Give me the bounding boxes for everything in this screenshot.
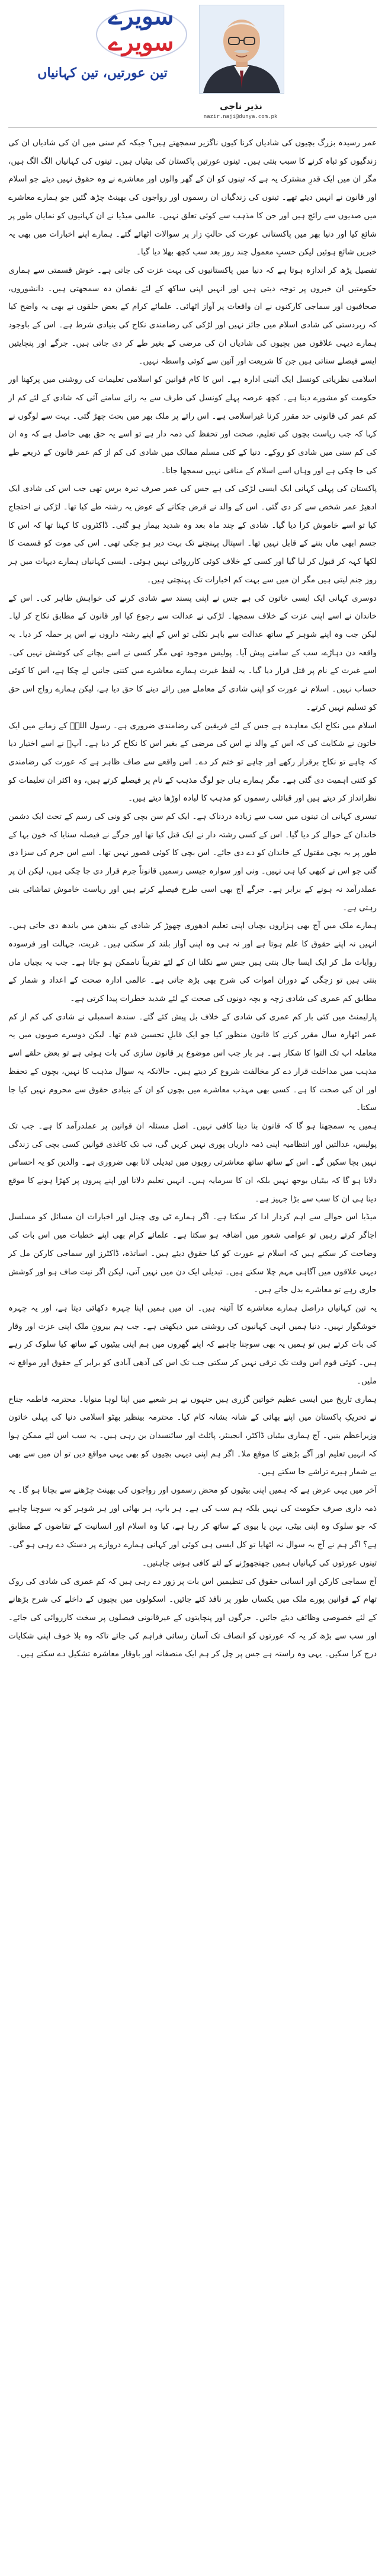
paragraph: تیسری کہانی ان تینوں میں سب سے زیادہ دردناک ہے۔ ایک کم سن بچی کو ونی کی رسم کے تحت ایک دشمن خاندان کے حوالے کر دیا گیا۔ اس کے کسی رشتہ دار نے ایک قتل کیا تھا اور جرگے نے فیصلہ سنایا کہ خون بہا کے طور پر یہ بچی مقتول کے خاندان کو دے دی جائے۔ اس بچی کا کوئی قصور نہیں تھا۔ اسے اس جرم کی سزا دی گئی جو اس نے کبھی کیا ہی نہیں۔ ونی اور سوارہ جیسی رسمیں قانوناً جرم قرار دی جا چکی ہیں، لیکن ان پر عملدرآمد نہ ہونے کے برابر ہے۔ جرگے آج بھی اسی طرح فیصلے کرتے ہیں اور ریاست خاموش تماشائی بنی رہتی ہے۔ [8,812,377,913]
author-name: نذیر ناجی [220,101,262,111]
column-body [8,134,377,2568]
paragraph: یہ تین کہانیاں دراصل ہمارے معاشرے کا آئینہ ہیں۔ ان میں ہمیں اپنا چہرہ دکھائی دیتا ہے، اور یہ چہرہ خوشگوار نہیں۔ دنیا ہمیں انہی کہانیوں کی روشنی میں دیکھتی ہے۔ جب ہم بیرونِ ملک اپنی عزت اور وقار کی بات کرتے ہیں تو ہمیں یہ بھی سوچنا چاہیے کہ اپنے گھروں میں ہم اپنی بیٹیوں کے ساتھ کیا سلوک کر رہے ہیں۔ کوئی قوم اس وقت تک ترقی نہیں کر سکتی جب تک اس کی آدھی آبادی کو برابر کے حقوق اور مواقع نہ ملیں۔ [8,1303,377,1386]
brand-line-top: سویرے [108,2,174,30]
paragraph: تفصیل پڑھ کر اندازہ ہوتا ہے کہ دنیا میں پاکستانیوں کی بہت عزت کی جاتی ہے۔ خوش قسمتی سے ہماری حکومتیں ان خبروں پر توجہ دیتی ہیں اور انہیں اپنی ساکھ کے لئے نقصان دہ سمجھتی ہیں۔ دانشوروں، صحافیوں اور سماجی کارکنوں نے ان واقعات پر آواز اٹھائی۔ علمائے کرام کے بعض حلقوں نے بھی یہ واضح کیا کہ زبردستی کی شادی اسلام میں جائز نہیں اور لڑکی کی رضامندی نکاح کی بنیادی شرط ہے۔ اس کے باوجود ہمارے دیہی علاقوں میں بچیوں کی شادیاں ان کی مرضی کے بغیر طے کر دی جاتی ہیں۔ جرگے اور پنچایتیں ایسے فیصلے سناتی ہیں جن کا شریعت اور آئین سے کوئی واسطہ نہیں۔ [8,265,377,366]
column-masthead [0,0,385,127]
brand-line-bottom: سویرے [108,28,174,56]
column-brand-logo [94,4,188,58]
paragraph: آخر میں یہی عرض ہے کہ ہمیں اپنی بیٹیوں کو محض رسموں اور رواجوں کی بھینٹ چڑھنے سے بچانا ہو گا۔ یہ ذمہ داری صرف حکومت کی نہیں بلکہ ہم سب کی ہے۔ ہر باپ، ہر بھائی اور ہر شوہر کو یہ سوچنا چاہیے کہ جو سلوک وہ اپنی بیٹی، بہن یا بیوی کے ساتھ کر رہا ہے، کیا وہ اسلام اور انسانیت کے تقاضوں کے مطابق ہے؟ اگر ہم نے آج یہ سوال نہ اٹھایا تو کل ایسی ہی کوئی اور کہانی ہمارے دروازے پر دستک دے رہی ہو گی۔ تینوں عورتوں کی کہانیاں ہمیں جھنجھوڑنے کے لئے کافی ہونی چاہئیں۔ [8,1485,377,1568]
paragraph: ہمیں یہ سمجھنا ہو گا کہ قانون بنا دینا کافی نہیں۔ اصل مسئلہ ان قوانین پر عملدرآمد کا ہے۔ جب تک پولیس، عدالتیں اور انتظامیہ اپنی ذمہ داریاں پوری نہیں کریں گی، تب تک کاغذی قوانین کسی بچی کی زندگی نہیں بچا سکیں گے۔ اس کے ساتھ ساتھ معاشرتی رویوں میں تبدیلی لانا بھی ضروری ہے۔ والدین کو یہ احساس دلانا ہو گا کہ بیٹیاں بوجھ نہیں بلکہ ان کا سرمایہ ہیں۔ انہیں تعلیم دلانا اور اپنے پیروں پر کھڑا ہونے کا موقع دینا ہی ان کا سب سے بڑا جہیز ہے۔ [8,1121,377,1204]
paragraph: عمر رسیدہ بزرگ بچیوں کی شادیاں کرنا کیوں ناگزیر سمجھتے ہیں؟ جبکہ کم سنی میں ان کی شادیاں ان کی زندگیوں کو تباہ کرنے کا سبب بنتی ہیں۔ تینوں عورتیں پاکستان کی بیٹیاں ہیں۔ تینوں کی کہانیاں الگ الگ ہیں، مگر ان میں ایک قدرِ مشترک یہ ہے کہ تینوں کو ان کے گھر والوں اور معاشرے نے وہ حقوق نہیں دیئے جو اسلام اور قانون نے انہیں دیئے تھے۔ تینوں کی زندگیاں ان رسموں اور رواجوں کی بھینٹ چڑھ گئیں جو ہمارے معاشرے میں صدیوں سے رائج ہیں اور جن کا مذہب سے کوئی تعلق نہیں۔ عالمی میڈیا نے ان کہانیوں کو نمایاں طور پر شائع کیا اور دنیا بھر میں پاکستانی عورت کی حالتِ زار پر سوالات اٹھائے گئے۔ ہمارے اپنے اخبارات میں بھی یہ خبریں شائع ہوئیں لیکن حسبِ معمول چند روز بعد سب کچھ بھلا دیا گیا۔ [8,138,377,257]
brand-ring-decoration [96,9,187,59]
author-photo [199,5,284,94]
paragraph: آج سماجی کارکن اور انسانی حقوق کی تنظیمیں اس بات پر زور دے رہی ہیں کہ کم عمری کی شادی کی روک تھام کے قوانین پورے ملک میں یکساں طور پر نافذ کئے جائیں۔ اسکولوں میں بچیوں کے داخلے کی شرح بڑھانے کے لئے خصوصی وظائف دیئے جائیں۔ جرگوں اور پنچایتوں کے غیرقانونی فیصلوں پر سخت کارروائی کی جائے۔ اور سب سے بڑھ کر یہ کہ عورتوں کو انصاف تک آسان رسائی فراہم کی جائے تاکہ وہ بلا خوف اپنی شکایات درج کرا سکیں۔ یہی وہ راستہ ہے جس پر چل کر ہم ایک منصفانہ اور باوقار معاشرہ تشکیل دے سکتے ہیں۔ [8,1576,377,1659]
paragraph: اسلامی نظریاتی کونسل ایک آئینی ادارہ ہے۔ اس کا کام قوانین کو اسلامی تعلیمات کی روشنی میں پرکھنا اور حکومت کو مشورے دینا ہے۔ کچھ عرصہ پہلے کونسل کی طرف سے یہ رائے سامنے آئی کہ شادی کے لئے کم از کم عمر کی قانونی حد مقرر کرنا غیراسلامی ہے۔ اس رائے پر ملک بھر میں بحث چھڑ گئی۔ بہت سے لوگوں نے کہا کہ جب ریاست بچوں کی تعلیم، صحت اور تحفظ کی ذمہ دار ہے تو اسے یہ حق بھی حاصل ہے کہ وہ ان کی کم سنی میں شادی کو روکے۔ دنیا کے کئی مسلم ممالک میں شادی کی کم از کم عمر قانون کے ذریعے طے کی جا چکی ہے اور وہاں اسے اسلام کے منافی نہیں سمجھا جاتا۔ [8,375,377,476]
paragraph: اسلام میں نکاح ایک معاہدہ ہے جس کے لئے فریقین کی رضامندی ضروری ہے۔ رسول اللہؐ کے زمانے میں ایک خاتون نے شکایت کی کہ اس کے والد نے اس کی مرضی کے بغیر اس کا نکاح کر دیا ہے۔ آپؐ نے اسے اختیار دیا کہ چاہے تو نکاح برقرار رکھے اور چاہے تو ختم کر دے۔ اس واقعے سے صاف ظاہر ہے کہ عورت کی رضامندی کو کتنی اہمیت دی گئی ہے۔ مگر ہمارے ہاں جو لوگ مذہب کے نام پر فیصلے کرتے ہیں، وہ اکثر ان تعلیمات کو نظرانداز کر دیتے ہیں اور قبائلی رسموں کو مذہب کا لبادہ اوڑھا دیتے ہیں۔ [8,720,377,804]
paragraph: ہمارے ملک میں آج بھی ہزاروں بچیاں اپنی تعلیم ادھوری چھوڑ کر شادی کے بندھن میں باندھ دی جاتی ہیں۔ انہیں نہ اپنے حقوق کا علم ہوتا ہے اور نہ ہی وہ اپنی آواز بلند کر سکتی ہیں۔ غربت، جہالت اور فرسودہ روایات مل کر ایک ایسا جال بنتی ہیں جس سے نکلنا ان کے لئے تقریباً ناممکن ہو جاتا ہے۔ جب یہ بچیاں ماں بنتی ہیں تو زچگی کے دوران اموات کی شرح بھی بڑھ جاتی ہے۔ عالمی ادارہ صحت کے اعداد و شمار کے مطابق کم عمری کی شادی زچہ و بچہ دونوں کی صحت کے لئے شدید خطرات پیدا کرتی ہے۔ [8,921,377,1004]
paragraph: پارلیمنٹ میں کئی بار کم عمری کی شادی کے خلاف بل پیش کئے گئے۔ سندھ اسمبلی نے شادی کی کم از کم عمر اٹھارہ سال مقرر کرنے کا قانون منظور کیا جو ایک قابلِ تحسین قدم تھا۔ لیکن دوسرے صوبوں میں یہ معاملہ اب تک التوا کا شکار ہے۔ ہر بار جب اس موضوع پر قانون سازی کی بات ہوتی ہے تو بعض حلقے اسے مذہب میں مداخلت قرار دے کر مخالفت شروع کر دیتے ہیں۔ حالانکہ یہ سوال مذہب کا نہیں، بچوں کے تحفظ اور ان کی صحت کا ہے۔ کسی بھی مہذب معاشرے میں بچوں کو ان کے بنیادی حقوق سے محروم نہیں کیا جا سکتا۔ [8,1012,377,1113]
author-email[interactable]: nazir.naji@dunya.com.pk [203,114,278,120]
author-portrait-icon [200,5,284,93]
paragraph: میڈیا اس حوالے سے اہم کردار ادا کر سکتا ہے۔ اگر ہمارے ٹی وی چینل اور اخبارات ان مسائل کو مسلسل اجاگر کرتے رہیں تو عوامی شعور میں اضافہ ہو سکتا ہے۔ علمائے کرام بھی اپنے خطبات میں اس بات کی وضاحت کر سکتے ہیں کہ اسلام نے عورت کو کیا حقوق دیئے ہیں۔ اساتذہ، ڈاکٹرز اور سماجی کارکن مل کر دیہی علاقوں میں آگاہی مہم چلا سکتے ہیں۔ تبدیلی ایک دن میں نہیں آتی، لیکن اگر نیت صاف ہو اور کوشش جاری رہے تو معاشرے بدل جاتے ہیں۔ [8,1212,377,1295]
column-headline: تین عورتیں، تین کہانیاں [37,65,168,81]
paragraph: پاکستان کی پہلی کہانی ایک ایسی لڑکی کی ہے جس کی عمر صرف تیرہ برس تھی جب اس کی شادی ایک ادھیڑ عمر شخص سے کر دی گئی۔ اس کے والد نے قرض چکانے کے عوض یہ رشتہ طے کیا تھا۔ لڑکی نے احتجاج کیا تو اسے خاموش کرا دیا گیا۔ شادی کے چند ماہ بعد وہ شدید بیمار ہو گئی۔ ڈاکٹروں کا کہنا تھا کہ اس کا جسم ابھی ماں بننے کے قابل نہیں تھا۔ اسپتال پہنچنے تک بہت دیر ہو چکی تھی۔ اس کی موت کو قسمت کا لکھا کہہ کر قبول کر لیا گیا اور کسی کے خلاف کوئی کارروائی نہیں ہوئی۔ ایسی کہانیاں ہمارے دیہات میں ہر روز جنم لیتی ہیں مگر ان میں سے بہت کم اخبارات تک پہنچتی ہیں۔ [8,484,377,585]
paragraph: دوسری کہانی ایک ایسی خاتون کی ہے جس نے اپنی پسند سے شادی کرنے کی خواہش ظاہر کی۔ اس کے خاندان نے اسے اپنی عزت کے خلاف سمجھا۔ لڑکی نے عدالت سے رجوع کیا اور قانون کے مطابق نکاح کر لیا۔ لیکن جب وہ اپنے شوہر کے ساتھ عدالت سے باہر نکلی تو اس کے اپنے رشتہ داروں نے اس پر حملہ کر دیا۔ یہ واقعہ دن دہاڑے، سب کے سامنے پیش آیا۔ پولیس موجود تھی مگر کسی نے اسے بچانے کی کوشش نہیں کی۔ اسے غیرت کے نام پر قتل قرار دیا گیا۔ یہ لفظ غیرت ہمارے معاشرے میں کتنی جانیں لے چکا ہے، اس کا کوئی حساب نہیں۔ اسلام نے عورت کو اپنی شادی کے معاملے میں رائے دینے کا حق دیا ہے، لیکن ہمارے رواج اس حق کو تسلیم نہیں کرتے۔ [8,593,377,712]
paragraph: ہماری تاریخ میں ایسی عظیم خواتین گزری ہیں جنہوں نے ہر شعبے میں اپنا لوہا منوایا۔ محترمہ فاطمہ جناح نے تحریکِ پاکستان میں اپنے بھائی کے شانہ بشانہ کام کیا۔ محترمہ بینظیر بھٹو اسلامی دنیا کی پہلی خاتون وزیراعظم بنیں۔ آج ہماری بیٹیاں ڈاکٹر، انجینئر، پائلٹ اور سائنسدان بن رہی ہیں۔ یہ سب اس لئے ممکن ہوا کہ انہیں تعلیم اور آگے بڑھنے کا موقع ملا۔ اگر ہم اپنی دیہی بچیوں کو بھی یہی مواقع دیں تو ان میں سے بھی بے شمار ہیرے تراشے جا سکتے ہیں۔ [8,1394,377,1477]
